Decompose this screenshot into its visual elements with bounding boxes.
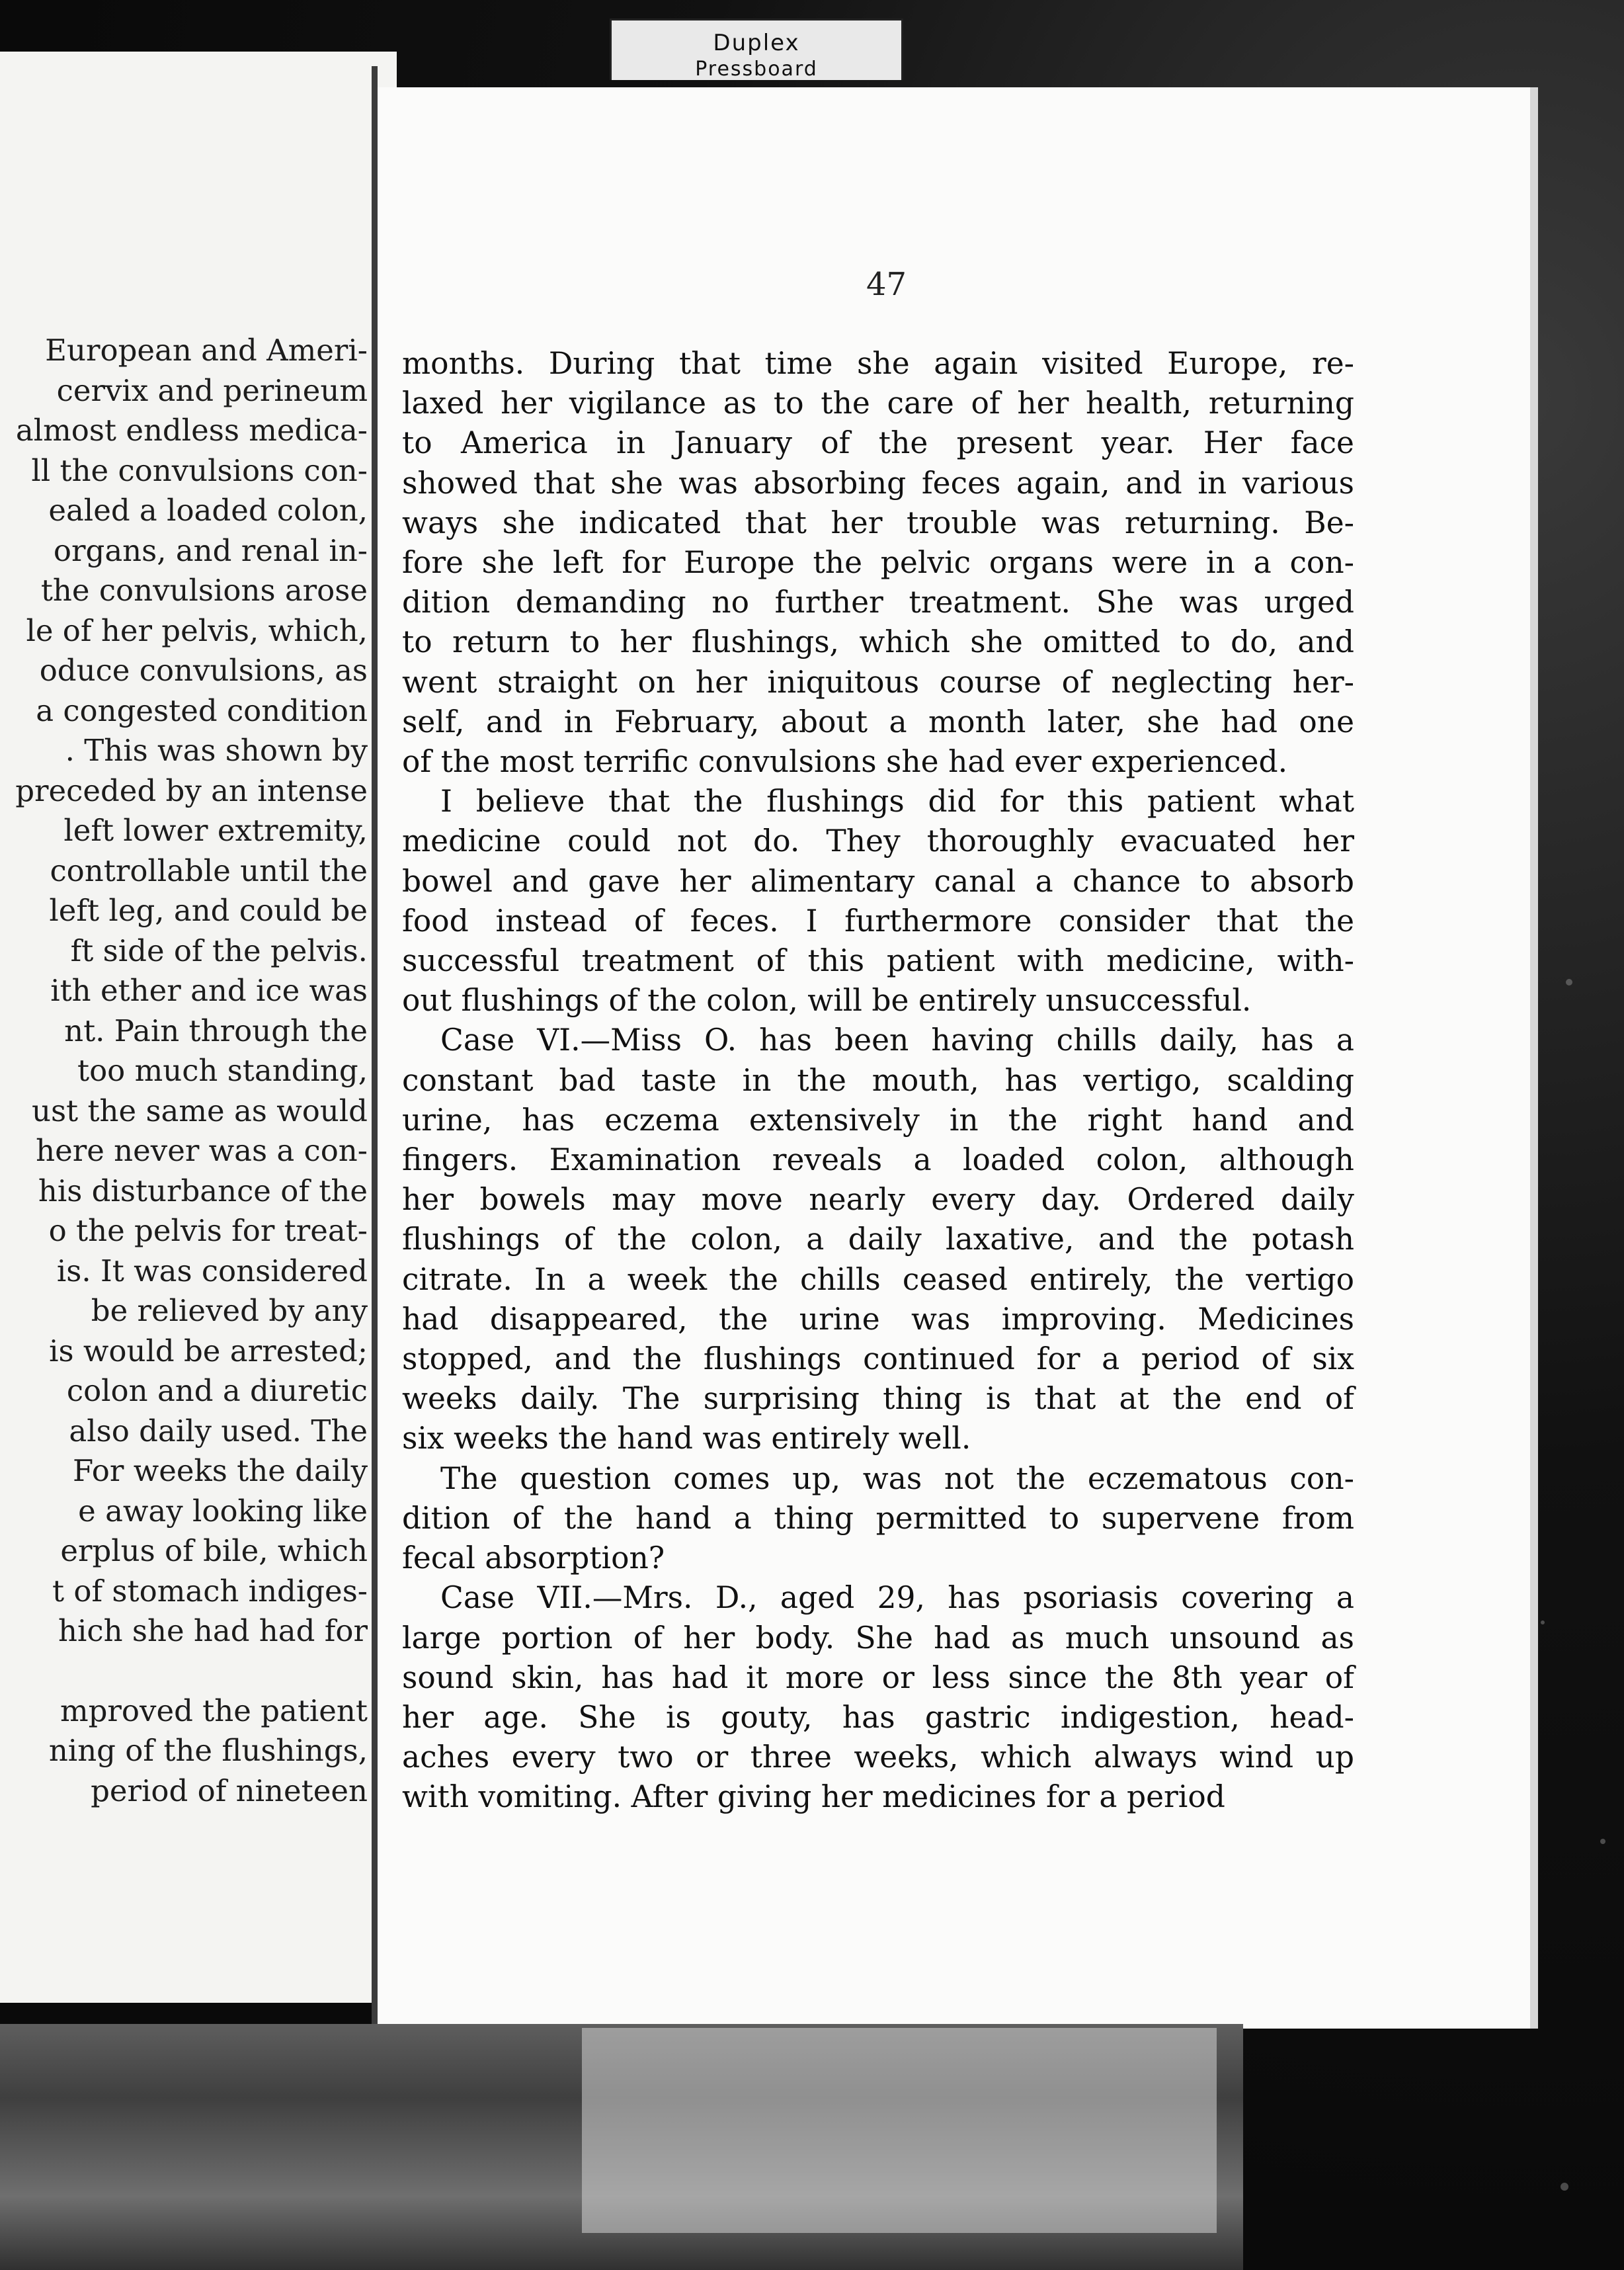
text-line: mproved the patient	[60, 1693, 368, 1728]
text-line: le of her pelvis, which,	[26, 612, 368, 648]
text-line: successful treatment of this patient with medicine, with-	[402, 943, 1354, 979]
blank-line	[0, 1652, 368, 1691]
text-line: ning of the flushings,	[48, 1733, 368, 1768]
text-line: ft side of the pelvis.	[70, 933, 368, 968]
text-line: flushings of the colon, a daily laxative, and the potash	[402, 1222, 1354, 1257]
text-line: laxed her vigilance as to the care of her health, returning	[402, 386, 1354, 421]
text-line: too much standing,	[77, 1053, 368, 1088]
text-line: months. During that time she again visited Europe, re-	[402, 346, 1354, 381]
text-line: also daily used. The	[69, 1413, 368, 1449]
text-line: o the pelvis for treat-	[48, 1213, 368, 1248]
text-line: fecal absorption?	[402, 1540, 665, 1576]
text-line: dition demanding no further treatment. She was urged	[402, 585, 1354, 620]
text-line: ways she indicated that her trouble was returning. Be-	[402, 505, 1354, 540]
text-line: ust the same as would	[31, 1093, 368, 1128]
text-line: Case VI.—Miss O. has been having chills daily, has a	[440, 1023, 1354, 1058]
text-line: oduce convulsions, as	[39, 653, 368, 688]
dust-speck	[1561, 2183, 1568, 2191]
text-line: e away looking like	[78, 1493, 368, 1529]
binding-board-overlay	[582, 2028, 1217, 2233]
text-line: citrate. In a week the chills ceased entirely, the vertigo	[402, 1261, 1354, 1297]
text-line: large portion of her body. She had as much unsound as	[402, 1620, 1354, 1656]
text-line: a congested condition	[36, 693, 368, 728]
text-line: is would be arrested;	[49, 1333, 368, 1368]
text-line: ll the convulsions con-	[31, 452, 368, 488]
text-line: nt. Pain through the	[64, 1013, 368, 1048]
gutter-rule	[372, 66, 378, 2024]
text-line: her bowels may move nearly every day. Ordered daily	[402, 1182, 1354, 1218]
text-line: is. It was considered	[56, 1253, 368, 1288]
text-line: fore she left for Europe the pelvic organs were in a con-	[402, 545, 1354, 581]
text-line: organs, and renal in-	[53, 532, 368, 568]
text-line: self, and in February, about a month later, she had one	[402, 704, 1354, 739]
text-line: ealed a loaded colon,	[48, 493, 368, 528]
dust-speck	[1600, 1839, 1605, 1844]
text-line: . This was shown by	[65, 733, 368, 768]
text-line: t of stomach indiges-	[52, 1573, 368, 1609]
text-line: bowel and gave her alimentary canal a chance to absorb	[402, 863, 1354, 899]
page-number: 47	[866, 266, 907, 303]
text-line: I believe that the flushings did for this patient what	[440, 784, 1354, 820]
dust-speck	[1541, 1620, 1545, 1624]
text-line: colon and a diuretic	[66, 1373, 368, 1408]
text-line: be relieved by any	[91, 1293, 368, 1328]
text-line: here never was a con-	[36, 1133, 368, 1168]
text-line: erplus of bile, which	[60, 1533, 368, 1568]
pressboard-tab	[610, 19, 903, 80]
text-line: to America in January of the present year. Her face	[402, 425, 1354, 461]
text-line: food instead of feces. I furthermore consider that the	[402, 903, 1354, 939]
text-line: fingers. Examination reveals a loaded colon, although	[402, 1142, 1354, 1178]
text-line: aches every two or three weeks, which always wind up	[402, 1740, 1354, 1775]
text-line: sound skin, has had it more or less since the 8th year of	[402, 1660, 1354, 1695]
text-line: showed that she was absorbing feces again, and in various	[402, 465, 1354, 501]
text-line: controllable until the	[50, 853, 368, 888]
text-line: with vomiting. After giving her medicines for a period	[402, 1779, 1225, 1815]
tab-label-2: Pressboard	[695, 58, 818, 80]
text-line: had disappeared, the urine was improving. Medicines	[402, 1301, 1354, 1337]
tab-label: Duplex	[713, 30, 800, 56]
text-line: The question comes up, was not the eczematous con-	[440, 1460, 1354, 1496]
text-line: preceded by an intense	[15, 773, 368, 808]
right-page-text	[402, 344, 1354, 1818]
text-line: cervix and perineum	[56, 372, 368, 408]
text-line: Case VII.—Mrs. D., aged 29, has psoriasis covering a	[440, 1580, 1354, 1616]
text-line: his disturbance of the	[38, 1173, 368, 1208]
text-line: weeks daily. The surprising thing is that at the end of	[402, 1381, 1354, 1417]
text-line: left lower extremity,	[63, 813, 368, 848]
text-line: dition of the hand a thing permitted to supervene from	[402, 1500, 1354, 1536]
text-line: period of nineteen	[91, 1773, 368, 1808]
text-line: went straight on her iniquitous course of neglecting her-	[402, 664, 1354, 700]
text-line: out flushings of the colon, will be entirely unsuccessful.	[402, 983, 1252, 1019]
text-line: constant bad taste in the mouth, has vertigo, scalding	[402, 1062, 1354, 1098]
text-line: medicine could not do. They thoroughly evacuated her	[402, 823, 1354, 859]
text-line: almost endless medica-	[15, 413, 368, 448]
text-line: to return to her flushings, which she omitted to do, and	[402, 624, 1354, 660]
text-line: ith ether and ice was	[50, 973, 368, 1008]
text-line: European and Ameri-	[45, 333, 368, 368]
dust-speck	[1566, 979, 1572, 986]
text-line: left leg, and could be	[49, 893, 368, 928]
text-line: of the most terrific convulsions she had ever experienced.	[402, 744, 1288, 780]
text-line: urine, has eczema extensively in the right hand and	[402, 1102, 1354, 1138]
text-line: six weeks the hand was entirely well.	[402, 1421, 971, 1456]
text-line: the convulsions arose	[40, 573, 368, 608]
left-page-text	[0, 331, 368, 1811]
text-line: hich she had had for	[58, 1613, 368, 1648]
text-line: stopped, and the flushings continued for a period of six	[402, 1341, 1354, 1377]
text-line: her age. She is gouty, has gastric indigestion, head-	[402, 1699, 1354, 1735]
text-line: For weeks the daily	[73, 1453, 368, 1488]
